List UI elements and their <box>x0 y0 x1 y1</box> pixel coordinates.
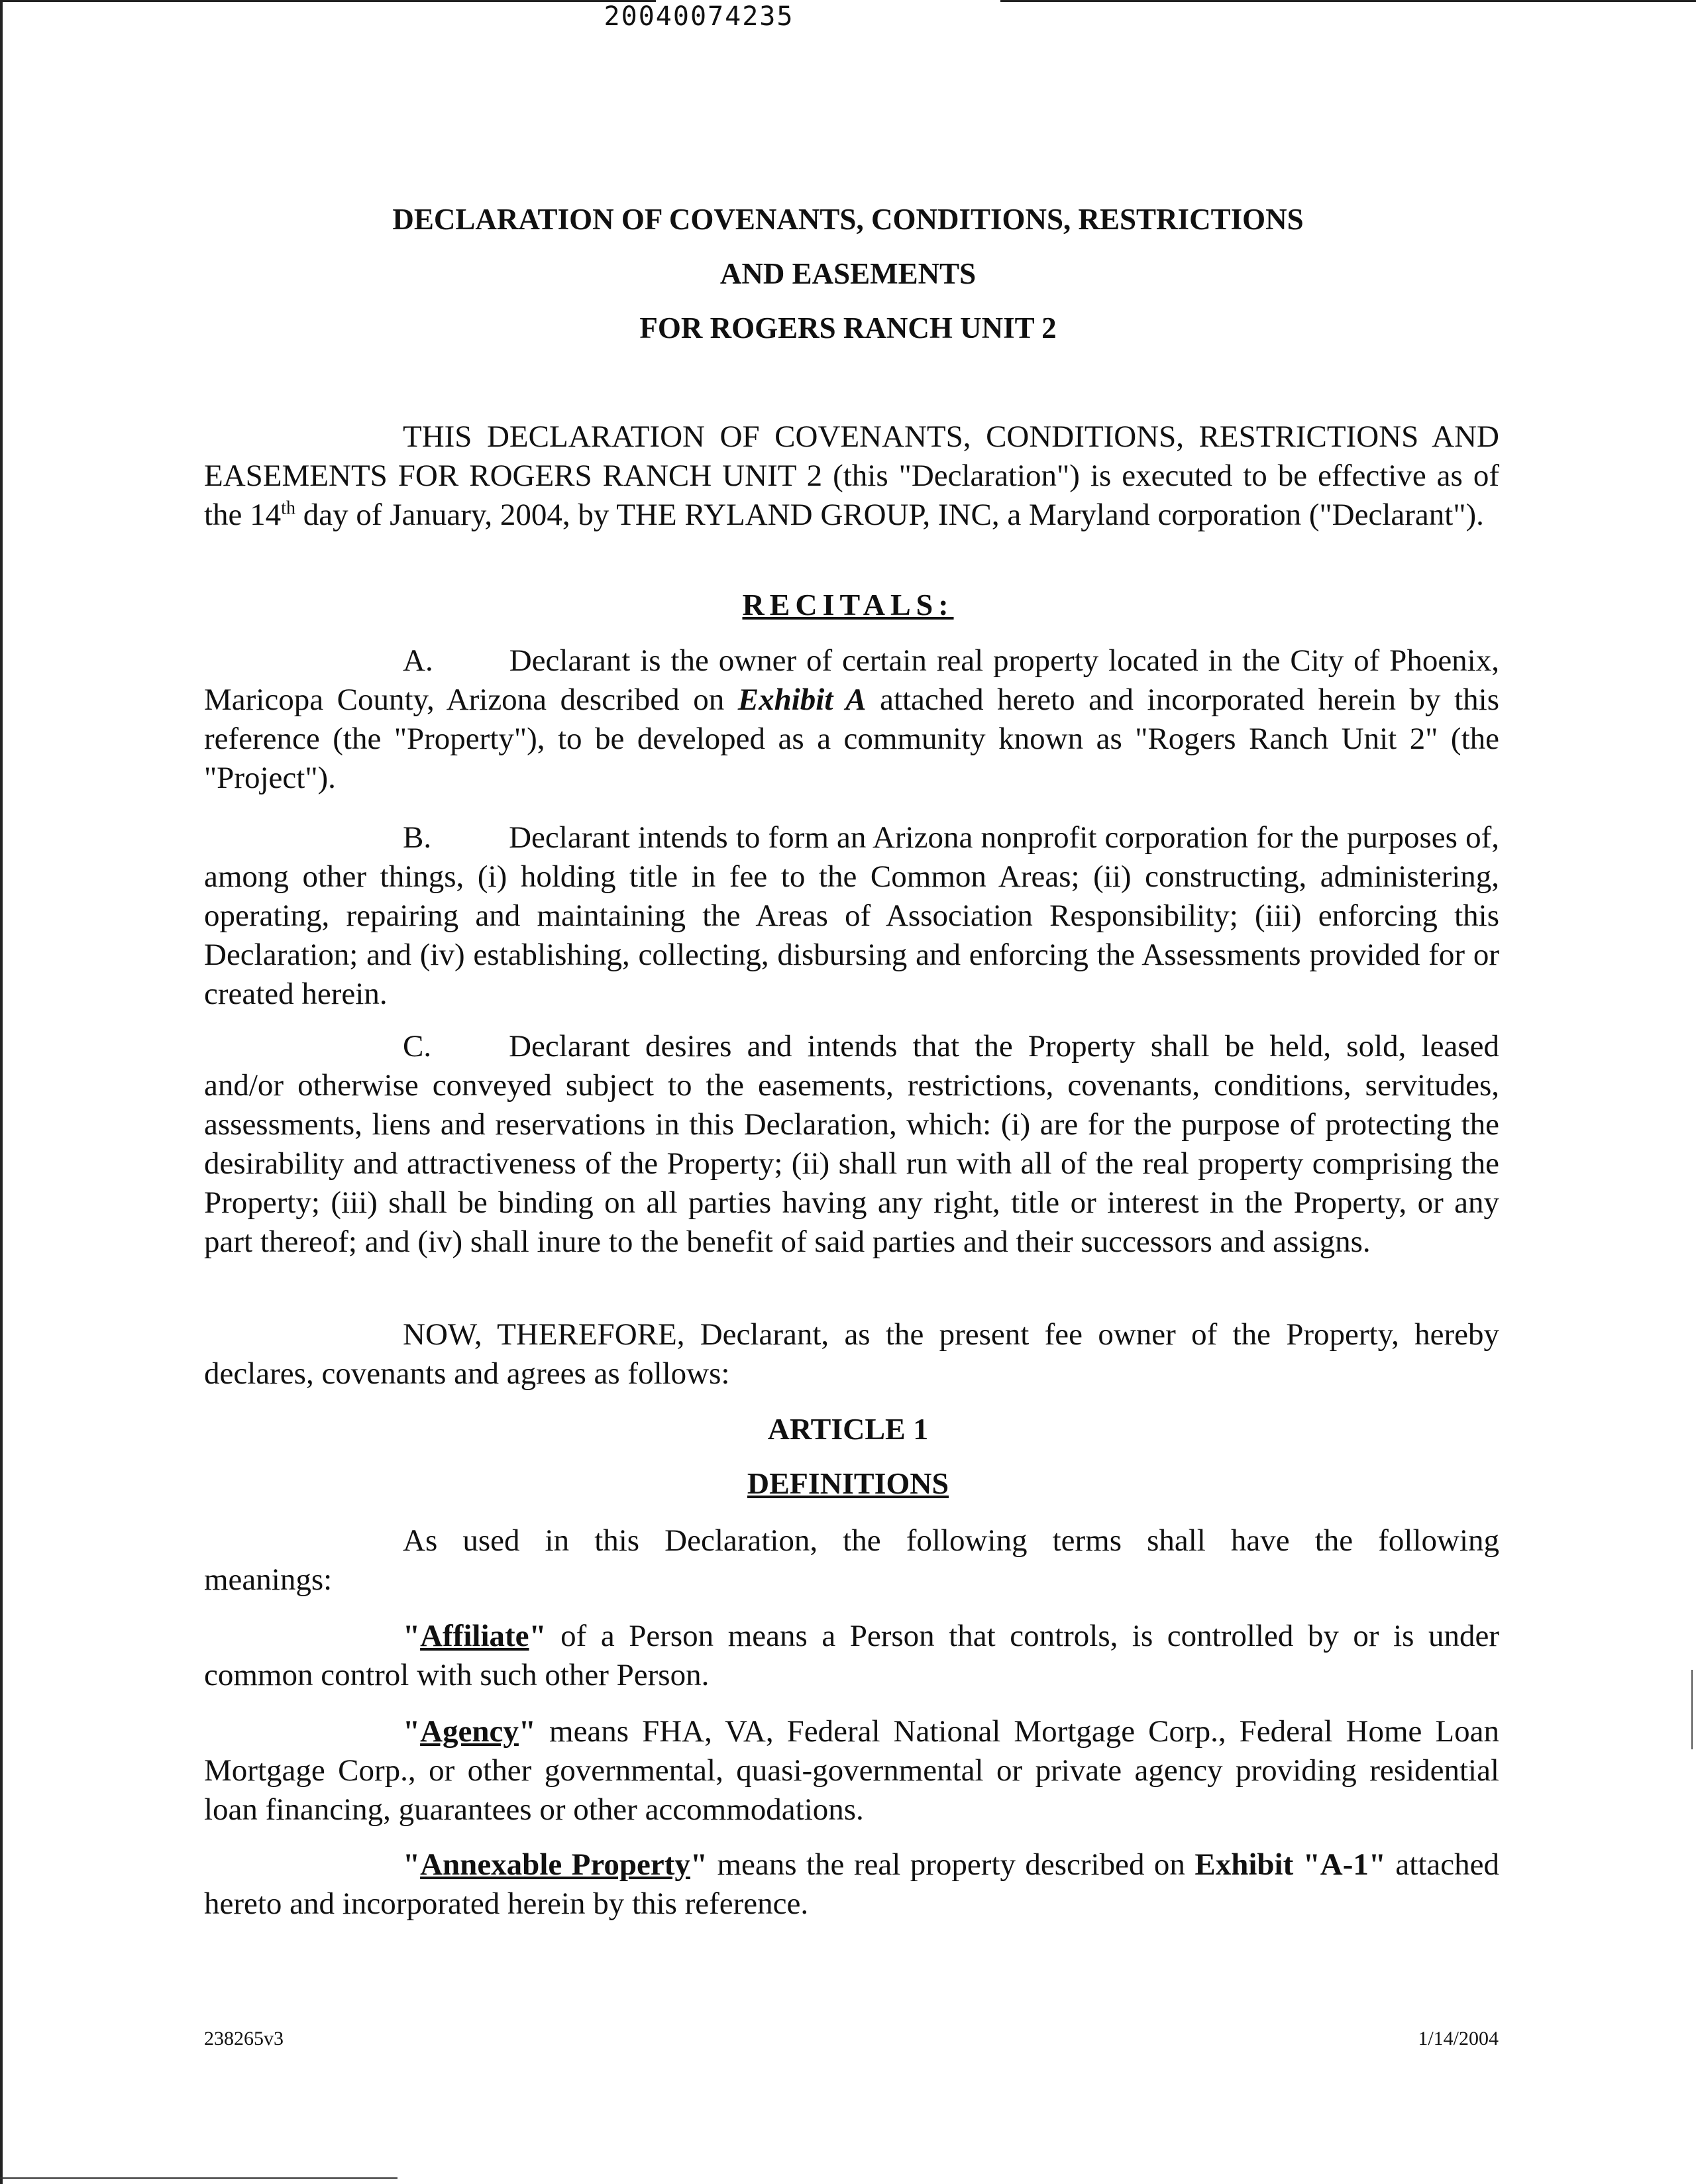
definition-affiliate: "Affiliate" of a Person means a Person that controls, is controlled by or is under common control with such other Person. <box>204 1619 1499 1692</box>
title-line-2: AND EASEMENTS <box>719 257 977 290</box>
definitions-intro-line-1: As used in this Declaration, the following terms shall have the following <box>403 1523 1499 1558</box>
term-annexable-property: Annexable Property <box>420 1847 690 1882</box>
ordinal-suffix: th <box>281 498 295 519</box>
term-agency: Agency <box>420 1714 519 1749</box>
recital-b-label: B. <box>403 820 432 855</box>
exhibit-a-reference: Exhibit A <box>737 682 867 717</box>
exhibit-a1-reference: Exhibit "A-1" <box>1194 1847 1386 1882</box>
now-therefore-paragraph: NOW, THEREFORE, Declarant, as the present fee owner of the Property, hereby declares, covenants and agrees as follows: <box>204 1317 1499 1391</box>
definitions-intro-line-2: meanings: <box>204 1562 333 1597</box>
article-heading: ARTICLE 1 <box>767 1412 929 1446</box>
recital-c: C. Declarant desires and intends that the Property shall be held, sold, leased and/or otherwise conveyed subject to the easements, restrictions, covenants, conditions, servitudes, assessments, liens and reservations in this Declaration, which: (i) are for the purpose of protecting the desirability and attractiveness of the Property; (ii) shall run with all of the real property comprising the Property; (iii) shall be binding on all parties having any right, title or interest in the Property, or any part thereof; and (iv) shall inure to the benefit of said parties and their successors and assigns. <box>204 1029 1499 1259</box>
intro-paragraph: THIS DECLARATION OF COVENANTS, CONDITIONS, RESTRICTIONS AND EASEMENTS FOR ROGERS RANCH UNIT 2 (this "Declaration") is executed to be effective as of the 14th day of January, 2004, by THE RYLAND GROUP, INC, a Maryland corporation ("Declarant"). <box>204 419 1499 532</box>
recital-b: B. Declarant intends to form an Arizona nonprofit corporation for the purposes of, among other things, (i) holding title in fee to the Common Areas; (ii) constructing, administering, operating, repairing and maintaining the Areas of Association Responsibility; (iii) enforcing this Declaration; and (iv) establishing, collecting, disbursing and enforcing the Assessments provided for or created herein. <box>204 820 1499 1011</box>
footer-doc-id: 238265v3 <box>204 2028 284 2049</box>
recital-c-label: C. <box>403 1029 432 1064</box>
definition-annexable-property: "Annexable Property" means the real property described on Exhibit "A-1" attached hereto and incorporated herein by this reference. <box>204 1847 1499 1921</box>
scan-edge-bottom <box>0 2177 398 2179</box>
title-line-3: FOR ROGERS RANCH UNIT 2 <box>639 311 1057 345</box>
document-title <box>0 192 1696 355</box>
footer-date: 1/14/2004 <box>1418 2028 1499 2049</box>
term-affiliate: Affiliate <box>420 1619 529 1653</box>
recording-number: 20040074235 <box>604 1 794 32</box>
recital-a: A. Declarant is the owner of certain real property located in the City of Phoenix, Maricopa County, Arizona described on Exhibit A attached hereto and incorporated herein by this reference (the "Property"), to be developed as a community known as "Rogers Ranch Unit 2" (the "Project"). <box>204 643 1499 795</box>
recital-a-label: A. <box>403 643 433 678</box>
definitions-heading: DEFINITIONS <box>747 1466 949 1500</box>
scan-edge-right-mark <box>1691 1670 1693 1749</box>
definition-agency: "Agency" means FHA, VA, Federal National Mortgage Corp., Federal Home Loan Mortgage Corp., or other governmental, quasi-governmental or private agency providing residential loan financing, guarantees or other accommodations. <box>204 1714 1499 1827</box>
recitals-heading: RECITALS: <box>742 588 954 622</box>
title-line-1: DECLARATION OF COVENANTS, CONDITIONS, RESTRICTIONS <box>392 203 1304 236</box>
